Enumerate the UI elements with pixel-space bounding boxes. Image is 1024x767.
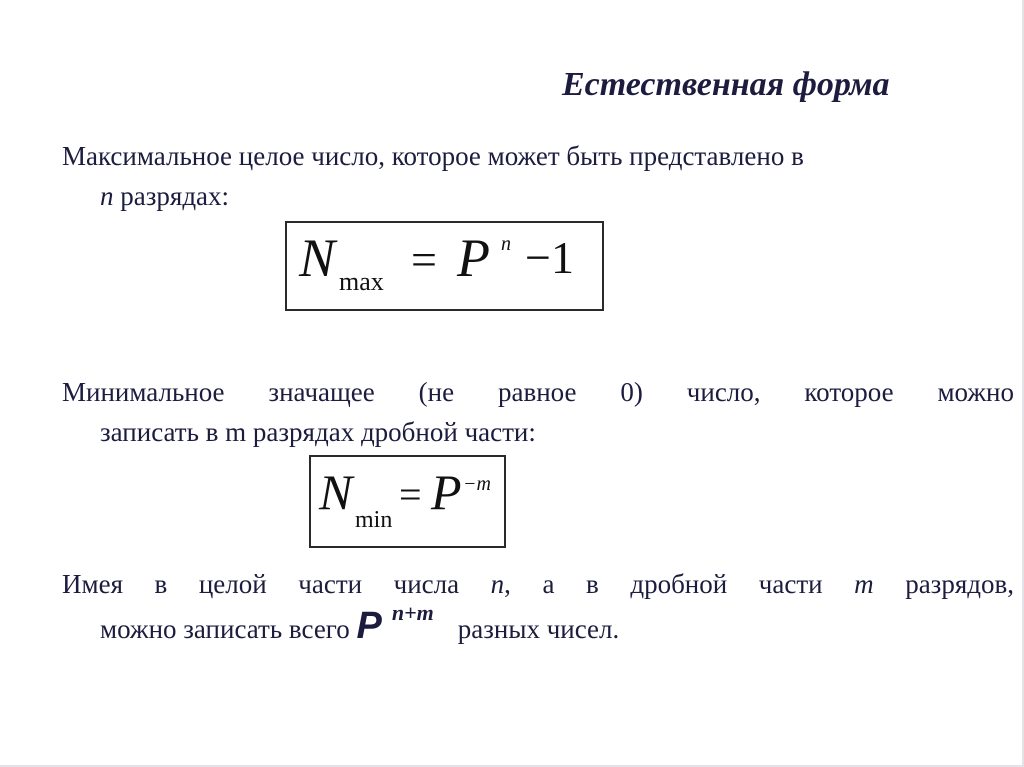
formula-superscript: n [501, 233, 511, 255]
paragraph-line: Максимальное целое число, которое может быть представлено в [62, 141, 804, 171]
formula-min [309, 455, 506, 548]
variable-n: n [490, 569, 505, 599]
paragraph-line: записать в m разрядах дробной части: [100, 417, 536, 447]
paragraph-text: разных чисел. [457, 614, 620, 644]
formula-max [285, 221, 604, 311]
paragraph-line [62, 564, 1014, 604]
formula-symbol-N: N [319, 464, 353, 520]
paragraph-text: Имея в целой части числа [62, 569, 491, 599]
paragraph-text: разрядов, [873, 569, 1015, 599]
slide-title: Естественная форма [562, 66, 890, 103]
paragraph-min-significant [62, 372, 1014, 452]
formula-symbol-P: P [431, 464, 462, 520]
symbol-P: P [356, 605, 382, 647]
formula-symbol-P: P [457, 228, 490, 288]
paragraph-text: разрядах: [113, 181, 230, 211]
paragraph-line [62, 176, 1014, 216]
paragraph-total-numbers [62, 564, 1014, 651]
formula-subscript: max [339, 267, 384, 296]
paragraph-text: можно записать всего [100, 614, 357, 644]
paragraph-text: , а в дробной части [504, 569, 855, 599]
paragraph-line: Минимальное значащее (не равное 0) число, которое можно [62, 377, 1014, 407]
formula-symbol-N: N [299, 228, 336, 288]
variable-m: m [854, 569, 874, 599]
paragraph-max-integer [62, 136, 1014, 216]
formula-minus-one: −1 [525, 232, 574, 283]
formula-subscript: min [355, 507, 393, 533]
formula-equals: = [411, 234, 437, 285]
formula-superscript: −m [463, 473, 491, 495]
formula-equals: = [399, 472, 422, 517]
variable-n: n [100, 181, 114, 211]
exponent-n-plus-m: n+m [391, 600, 434, 625]
paragraph-line [62, 600, 1014, 651]
